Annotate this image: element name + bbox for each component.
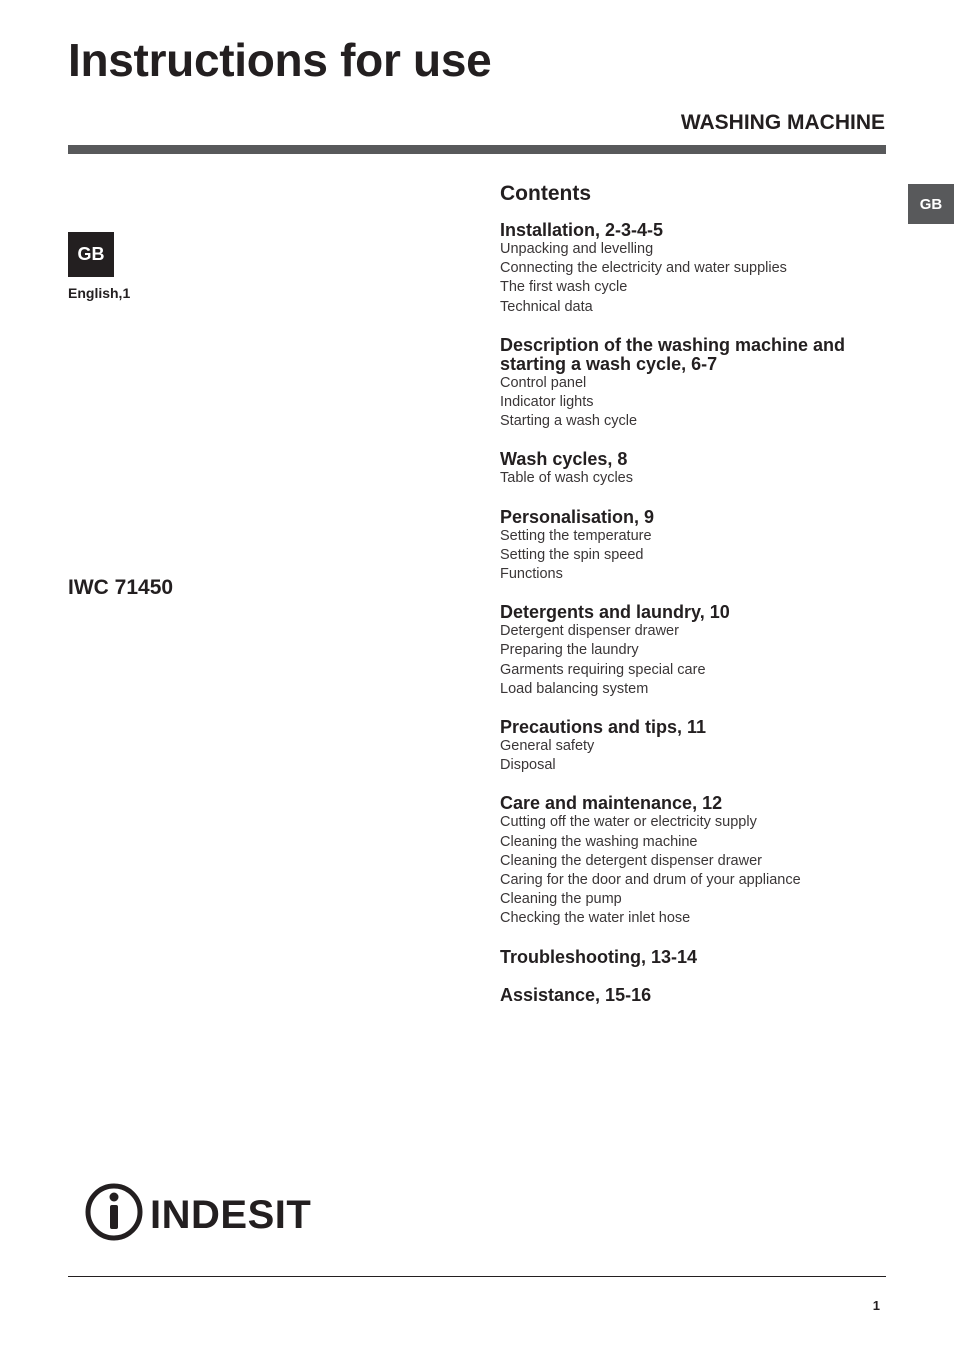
section-item: Functions — [500, 566, 563, 583]
section-title: Description of the washing machine and starting a wash cycle, 6-7 — [500, 334, 846, 374]
section-item: Cutting off the water or electricity supply — [500, 814, 757, 831]
section-item: Setting the temperature — [500, 527, 652, 544]
contents-section — [500, 986, 890, 1005]
contents-section — [500, 336, 890, 432]
page-title: Instructions for use — [68, 34, 492, 86]
section-item: Cleaning the pump — [500, 891, 622, 908]
contents-section — [500, 450, 890, 488]
contents-heading: Contents — [500, 182, 591, 205]
section-title: Precautions and tips, 11 — [500, 717, 707, 738]
header-divider — [68, 145, 886, 154]
section-title: Detergents and laundry, 10 — [500, 602, 730, 623]
model-number: IWC 71450 — [68, 576, 174, 599]
language-label: English,1 — [68, 285, 131, 301]
section-title: Wash cycles, 8 — [500, 449, 628, 470]
contents-section — [500, 221, 890, 317]
section-item: Starting a wash cycle — [500, 413, 638, 430]
section-item: Preparing the laundry — [500, 642, 639, 659]
section-item: Load balancing system — [500, 680, 649, 697]
section-item: Disposal — [500, 757, 556, 774]
section-title: Assistance, 15-16 — [500, 984, 652, 1005]
section-title: Personalisation, 9 — [500, 506, 655, 527]
section-item: Technical data — [500, 298, 593, 315]
footer-divider — [68, 1276, 886, 1277]
contents-section — [500, 508, 890, 585]
section-title: Troubleshooting, 13-14 — [500, 946, 698, 967]
section-item: Control panel — [500, 374, 587, 391]
logo-wordmark: INDESIT — [150, 1193, 312, 1237]
section-item: Connecting the electricity and water supplies — [500, 260, 787, 277]
section-item: Cleaning the detergent dispenser drawer — [500, 852, 762, 869]
indesit-logo — [84, 1182, 324, 1242]
language-side-tab: GB — [908, 184, 954, 224]
contents-sections — [500, 221, 890, 1005]
language-badge: GB — [68, 232, 114, 277]
section-item: The first wash cycle — [500, 279, 628, 296]
page-number: 1 — [872, 1298, 880, 1313]
section-item: Unpacking and levelling — [500, 241, 654, 257]
section-item: Caring for the door and drum of your appliance — [500, 872, 801, 889]
indesit-i-circle-icon — [88, 1186, 140, 1238]
section-item: General safety — [500, 738, 595, 755]
section-item: Setting the spin speed — [500, 546, 644, 563]
section-item: Cleaning the washing machine — [500, 833, 698, 850]
section-item: Garments requiring special care — [500, 661, 706, 678]
section-title: Care and maintenance, 12 — [500, 793, 723, 814]
section-item: Indicator lights — [500, 394, 594, 411]
contents-section — [500, 794, 890, 928]
contents-section — [500, 718, 890, 775]
contents-section — [500, 603, 890, 699]
product-type: WASHING MACHINE — [680, 111, 885, 134]
section-title: Installation, 2-3-4-5 — [500, 220, 664, 240]
section-item: Checking the water inlet hose — [500, 910, 691, 927]
table-of-contents — [500, 181, 890, 1024]
contents-section — [500, 948, 890, 967]
section-item: Detergent dispenser drawer — [500, 623, 679, 640]
section-item: Table of wash cycles — [500, 470, 633, 487]
